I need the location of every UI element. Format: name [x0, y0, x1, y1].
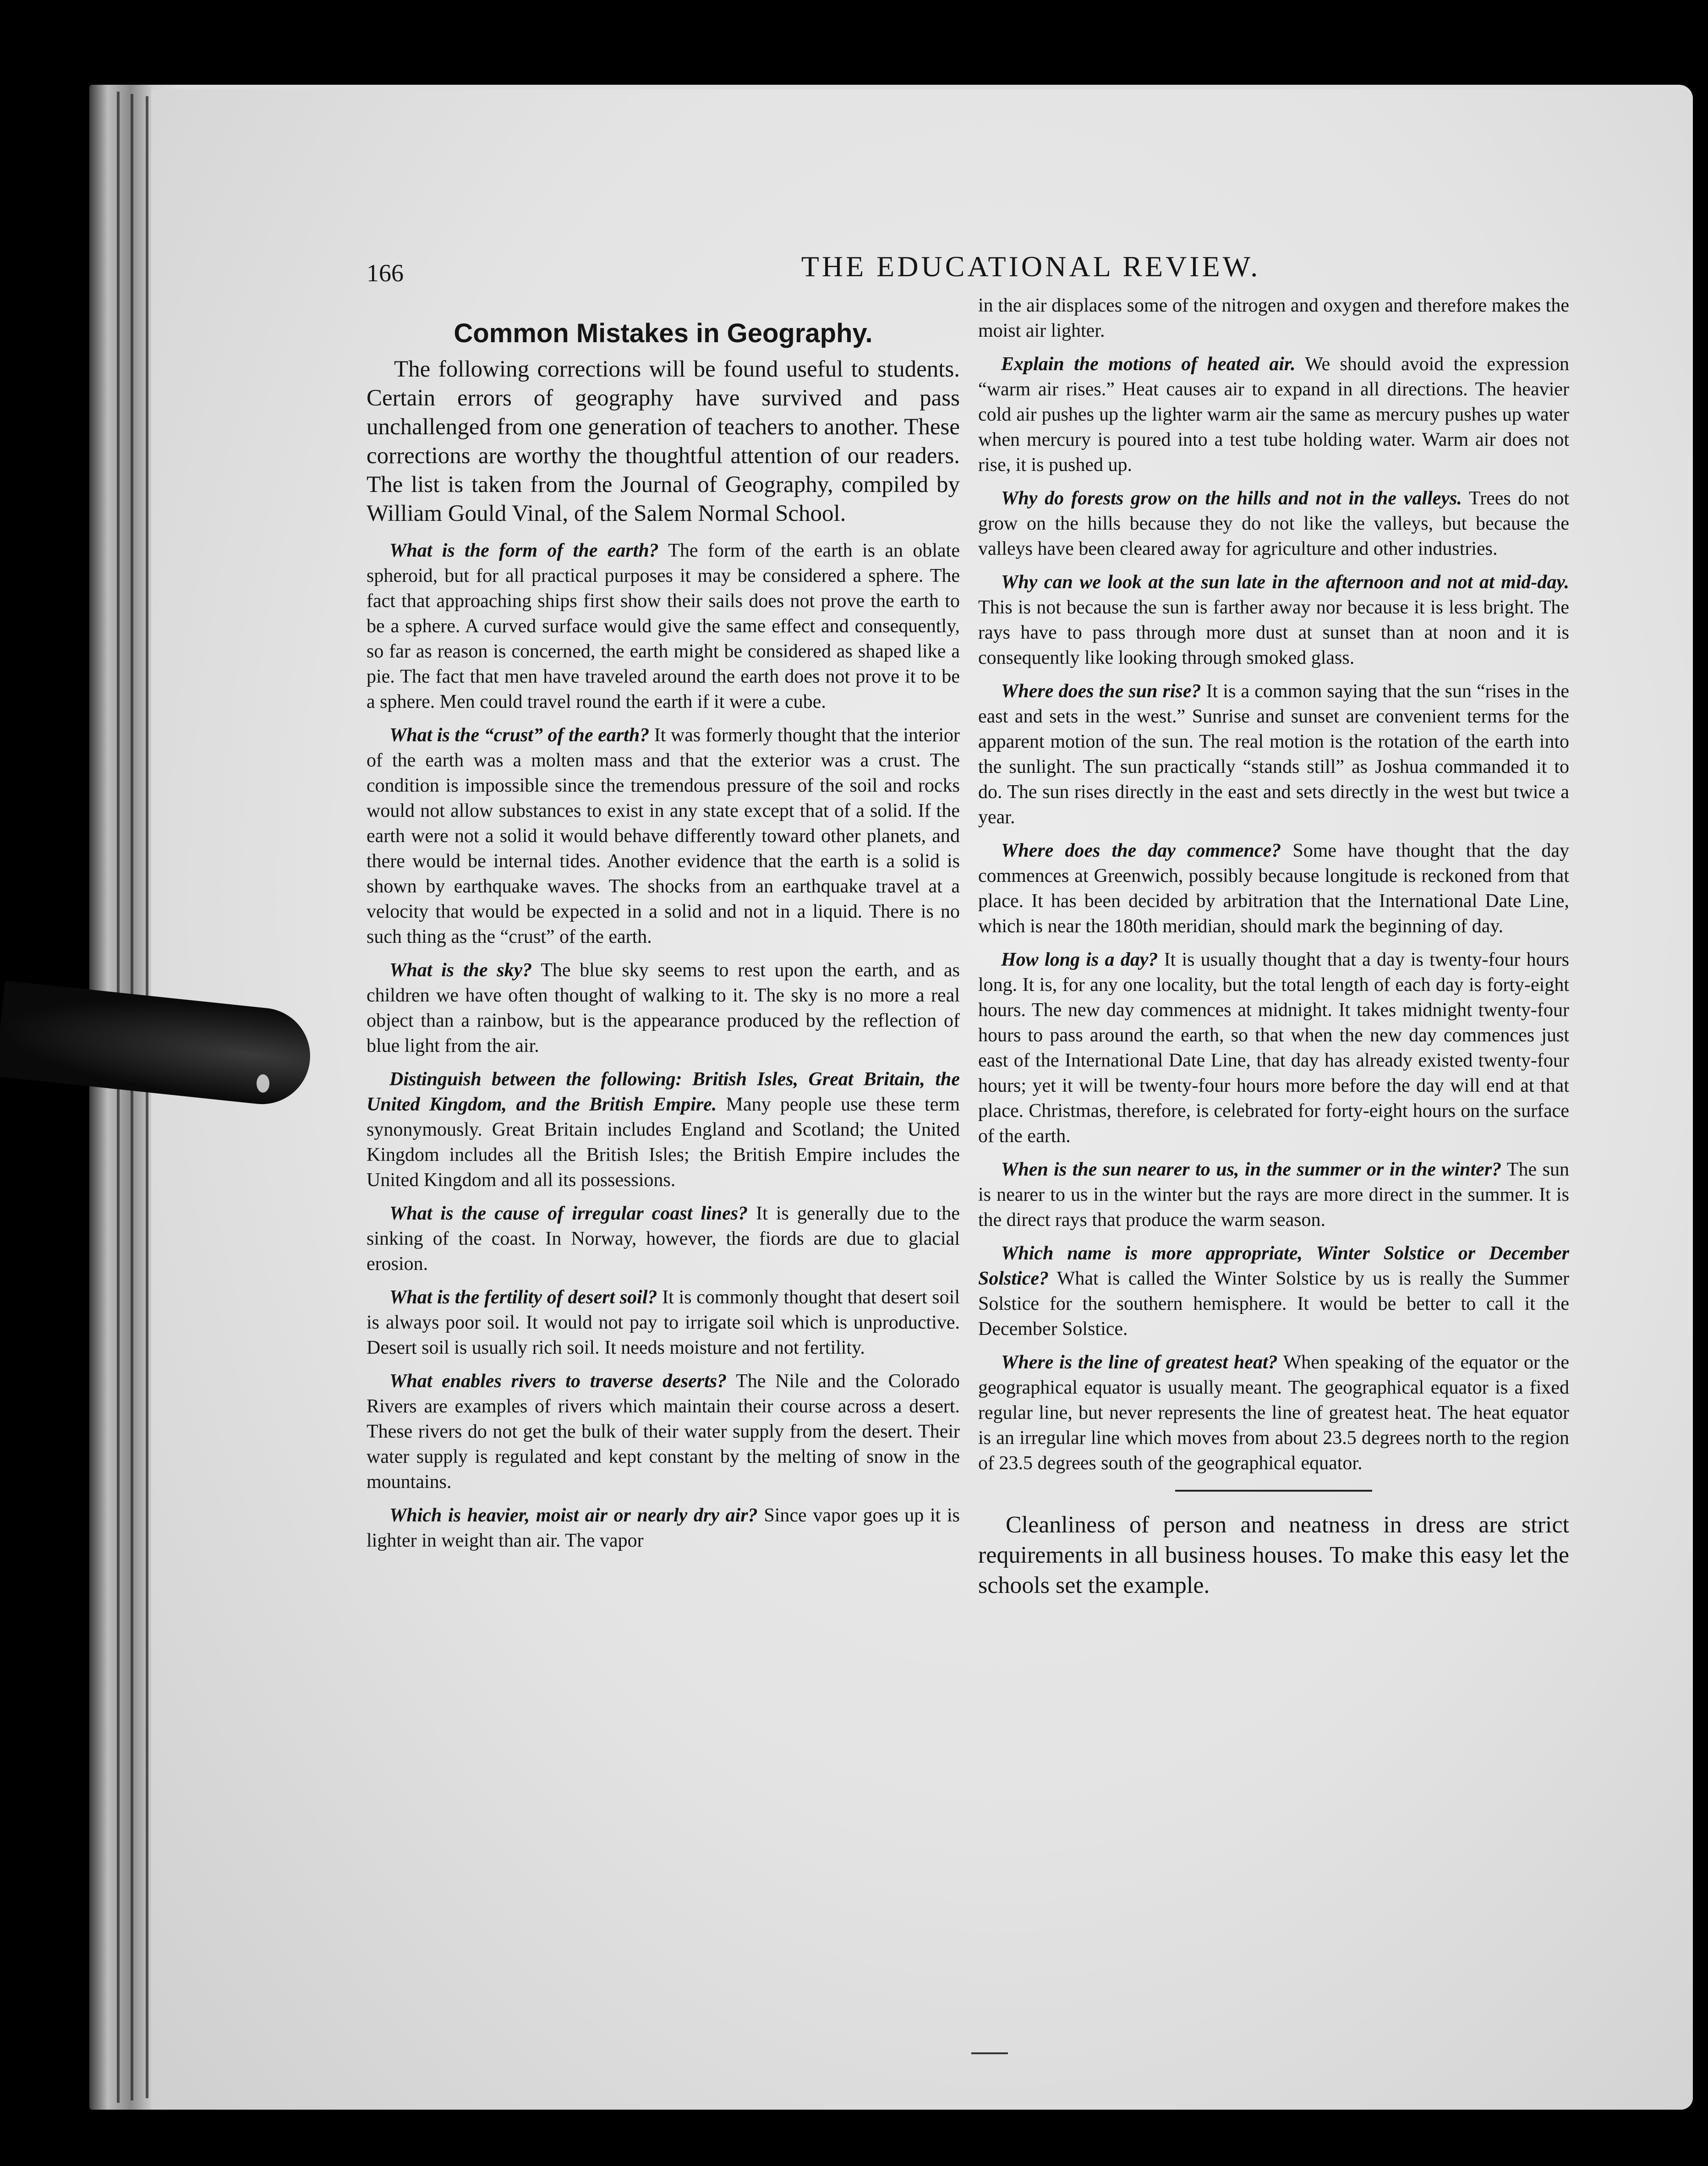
qa-item — [367, 958, 960, 1059]
qa-item — [978, 947, 1569, 1149]
answer-text: It was formerly thought that the interior of the earth was a molten mass and that the exterior was a crust. The condition is impossible since the tremendous pressure of the soil and rocks would not allow substances to exist in any state except that of a solid. If the earth were not a solid it would behave differently toward other planets, and there would be internal tides. Another evidence that the earth is a solid is shown by earthquake waves. The shocks from an earthquake travel at a velocity that would be expected in a solid and not in a liquid. There is no such thing as the “crust” of the earth. — [367, 725, 960, 947]
section-divider — [1175, 1490, 1372, 1492]
answer-text: Trees do not grow on the hills because they do not like the valleys, but because the valleys have been cleared away for agriculture and other industries. — [978, 488, 1570, 559]
answer-text: It is usually thought that a day is twenty-four hours long. It is, for any one locality, but the total length of each day is forty-eight hours. The new day commences at midnight. It takes midnight twenty-four hours to pass around the earth, so that when the new day commences just east of the International Date Line, that day has already existed twenty-four hours; yet it will be twenty-four hours more before the day will end at that place. Christmas, therefore, is celebrated for forty-eight hours on the surface of the earth. — [978, 949, 1569, 1147]
qa-item — [367, 1201, 960, 1277]
qa-item — [978, 1157, 1569, 1233]
qa-item — [367, 1369, 960, 1495]
page-number: 166 — [367, 259, 404, 287]
question-text: What is the cause of irregular coast lines? — [389, 1203, 748, 1224]
qa-item — [978, 1241, 1569, 1342]
answer-text: We should avoid the expression “warm air rises.” Heat causes air to expand in all directions. The heavier cold air pushes up the lighter warm air the same as mercury pushes up water when mercury is poured into a test tube holding water. Warm air does not rise, it is pushed up. — [978, 354, 1569, 476]
question-text: Where does the day commence? — [1001, 840, 1281, 861]
qa-item — [978, 838, 1569, 939]
page-edge-line — [146, 96, 148, 2098]
question-text: When is the sun nearer to us, in the summer or in the winter? — [1001, 1159, 1502, 1180]
question-text: Where does the sun rise? — [1001, 681, 1201, 702]
question-text: Which is heavier, moist air or nearly dry air? — [389, 1505, 758, 1526]
left-column — [367, 293, 960, 1562]
right-column — [978, 293, 1569, 1601]
qa-item — [367, 1285, 960, 1361]
question-text: Why can we look at the sun late in the afternoon and not at mid-day. — [1001, 572, 1569, 593]
question-text: Explain the motions of heated air. — [1001, 354, 1296, 375]
continued-paragraph: in the air displaces some of the nitrogen and oxygen and therefore makes the moist air lighter. — [978, 295, 1569, 341]
answer-text: Since vapor goes up it is lighter in weight than air. The vapor — [367, 1505, 960, 1551]
qa-item — [367, 1503, 960, 1553]
article-intro: The following corrections will be found useful to students. Certain errors of geography have survived and pass unchallenged from one generation of teachers to another. These corrections are worthy the thoughtful attention of our readers. The list is taken from the Journal of Geography, compiled by William Gould Vinal, of the Salem Normal School. — [367, 356, 960, 526]
qa-item — [367, 538, 960, 715]
answer-text: It is generally due to the sinking of the coast. In Norway, however, the fiords are due to glacial erosion. — [367, 1203, 960, 1274]
qa-item — [978, 352, 1569, 478]
question-text: Which name is more appropriate, Winter Solstice or December Solstice? — [978, 1243, 1569, 1289]
answer-text: The form of the earth is an oblate spheroid, but for all practical purposes it may be considered a sphere. The fact that approaching ships first show their sails does not prove the earth to be a sphere. A curved surface would give the same effect and consequently, so far as reason is concerned, the earth might be considered as shaped like a pie. The fact that men have traveled around the earth does not prove it to be a sphere. Men could travel round the earth if it were a cube. — [367, 540, 960, 712]
question-text: What enables rivers to traverse deserts? — [389, 1371, 727, 1392]
answer-text: Some have thought that the day commences at Greenwich, possibly because longitude is reckoned from that place. It has been decided by arbitration that the International Date Line, which is near the 180th meridian, should mark the beginning of day. — [978, 840, 1569, 937]
answer-text: When speaking of the equator or the geographical equator is usually meant. The geographical equator is a fixed regular line, but never represents the line of greatest heat. The heat equator is an irregular line which moves from about 23.5 degrees north to the region of 23.5 degrees south of the geographical equator. — [978, 1352, 1569, 1474]
answer-text: The sun is nearer to us in the winter but the rays are more direct in the summer. It is the direct rays that produce the warm season. — [978, 1159, 1569, 1231]
question-text: What is the “crust” of the earth? — [389, 725, 650, 746]
answer-text: This is not because the sun is farther away nor because it is less bright. The rays have to pass through more dust at sunset than at noon and it is consequently like looking through smoked glass. — [978, 597, 1569, 668]
answer-text: What is called the Winter Solstice by us is really the Summer Solstice for the southern hemisphere. It would be better to call it the December Solstice. — [978, 1268, 1569, 1340]
answer-text: Many people use these term synonymously. Great Britain includes England and Scotland; the United Kingdom includes all the British Isles; the British Empire includes the United Kingdom and all its possessions. — [367, 1094, 960, 1191]
question-text: Why do forests grow on the hills and not in the valleys. — [1001, 488, 1462, 509]
pen-highlight — [257, 1074, 269, 1093]
question-text: How long is a day? — [1001, 949, 1158, 970]
qa-item — [978, 486, 1569, 562]
page-edge-line — [131, 94, 133, 2100]
answer-text: The Nile and the Colorado Rivers are examples of rivers which maintain their course across a desert. These rivers do not get the bulk of their water supply from the desert. Their water supply is regulated and kept constant by the melting of snow in the mountains. — [367, 1371, 960, 1493]
article-title: Common Mistakes in Geography. — [454, 318, 873, 348]
right-qa-list — [978, 352, 1569, 1476]
qa-item — [978, 679, 1569, 830]
qa-item — [978, 1350, 1569, 1476]
question-text: What is the form of the earth? — [389, 540, 659, 561]
qa-item — [367, 723, 960, 950]
page-edge-line — [117, 92, 120, 2103]
page-header — [367, 250, 1695, 286]
qa-item — [367, 1067, 960, 1193]
question-text: What is the sky? — [389, 960, 532, 981]
question-text: Where is the line of greatest heat? — [1001, 1352, 1278, 1373]
closing-note: Cleanliness of person and neatness in dress are strict requirements in all business houses. To make this easy let the schools set the example. — [978, 1512, 1569, 1598]
left-qa-list — [367, 538, 960, 1553]
ink-smudge — [971, 2052, 1008, 2054]
question-text: What is the fertility of desert soil? — [389, 1287, 657, 1308]
question-text: Distinguish between the following: British Isles, Great Britain, the United Kingdom, and the British Empire. — [367, 1069, 960, 1115]
answer-text: It is commonly thought that desert soil is always poor soil. It would not pay to irrigate soil which is unproductive. Desert soil is usually rich soil. It needs moisture and not fertility. — [367, 1287, 960, 1358]
running-title: THE EDUCATIONAL REVIEW. — [801, 250, 1261, 283]
qa-item — [978, 570, 1569, 671]
answer-text: The blue sky seems to rest upon the earth, and as children we have often thought of walking to it. The sky is no more a real object than a rainbow, but is the appearance produced by the reflection of blue light from the air. — [367, 960, 960, 1056]
answer-text: It is a common saying that the sun “rises in the east and sets in the west.” Sunrise and sunset are convenient terms for the apparent motion of the sun. The real motion is the rotation of the earth into the sunlight. The sun practically “stands still” as Joshua commanded it to do. The sun rises directly in the east and sets directly in the west but twice a year. — [978, 681, 1569, 828]
